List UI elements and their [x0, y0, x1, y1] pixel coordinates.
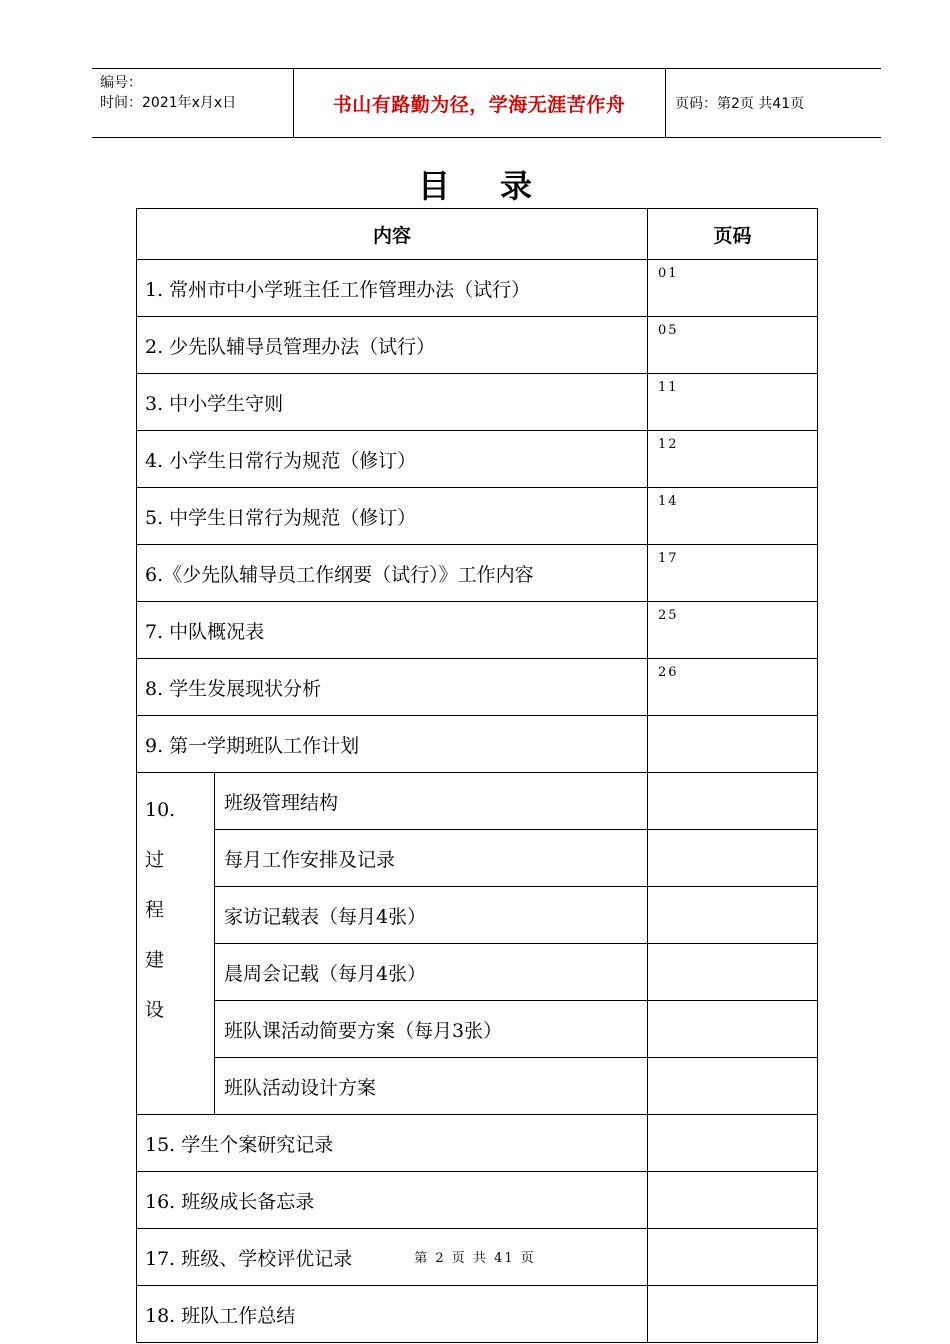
code-label: 编号： [100, 75, 142, 91]
table-row [137, 488, 818, 545]
toc-item-label: 1. 常州市中小学班主任工作管理办法（试行） [137, 260, 648, 317]
time-label: 时间：2021年x月x日 [100, 95, 237, 111]
toc-item-page [648, 1001, 818, 1058]
header-meta [100, 73, 290, 113]
col-header-content: 内容 [137, 209, 648, 260]
toc-subitem-label: 晨周会记载（每月4张） [215, 944, 648, 1001]
group-char: 过 [145, 849, 165, 871]
table-row [137, 545, 818, 602]
toc-item-label: 17. 班级、学校评优记录 [137, 1229, 648, 1286]
table-row [137, 1172, 818, 1229]
table-row [137, 1058, 818, 1115]
table-row [137, 1001, 818, 1058]
toc-item-label: 5. 中学生日常行为规范（修订） [137, 488, 648, 545]
toc-item-page: 17 [648, 545, 818, 602]
page-title: 目录 [417, 167, 582, 205]
toc-item-page [648, 944, 818, 1001]
toc-item-page: 01 [648, 260, 818, 317]
table-row [137, 1286, 818, 1343]
group-label [137, 773, 215, 1115]
toc-item-label: 7. 中队概况表 [137, 602, 648, 659]
header-page-info: 页码：第2页 共41页 [675, 96, 805, 112]
table-row [137, 1115, 818, 1172]
toc-item-page: 25 [648, 602, 818, 659]
toc-item-page [648, 1058, 818, 1115]
toc-item-label: 4. 小学生日常行为规范（修订） [137, 431, 648, 488]
toc-item-page: 05 [648, 317, 818, 374]
page-footer: 第 2 页 共 41 页 [414, 1251, 536, 1266]
table-row [137, 830, 818, 887]
toc-item-label: 3. 中小学生守则 [137, 374, 648, 431]
toc-item-label: 18. 班队工作总结 [137, 1286, 648, 1343]
header-motto: 书山有路勤为径，学海无涯苦作舟 [332, 93, 626, 116]
toc-item-page [648, 830, 818, 887]
toc-body [137, 260, 818, 1343]
toc-item-page [648, 887, 818, 944]
toc-item-label: 16. 班级成长备忘录 [137, 1172, 648, 1229]
toc-item-page: 12 [648, 431, 818, 488]
group-char: 设 [145, 999, 165, 1021]
toc-item-page: 26 [648, 659, 818, 716]
page-header [92, 68, 881, 138]
toc-item-label: 2. 少先队辅导员管理办法（试行） [137, 317, 648, 374]
table-row [137, 317, 818, 374]
toc-item-page [648, 773, 818, 830]
toc-item-label: 6.《少先队辅导员工作纲要（试行）》工作内容 [137, 545, 648, 602]
table-row [137, 260, 818, 317]
table-row [137, 887, 818, 944]
group-char: 程 [145, 899, 165, 921]
toc-item-label: 9. 第一学期班队工作计划 [137, 716, 648, 773]
col-header-page: 页码 [648, 209, 818, 260]
toc-subitem-label: 家访记载表（每月4张） [215, 887, 648, 944]
table-row [137, 944, 818, 1001]
toc-item-label: 8. 学生发展现状分析 [137, 659, 648, 716]
table-row [137, 374, 818, 431]
toc-subitem-label: 每月工作安排及记录 [215, 830, 648, 887]
table-row [137, 602, 818, 659]
toc-item-page [648, 1286, 818, 1343]
table-row [137, 773, 818, 830]
header-divider [665, 69, 666, 137]
toc-item-label: 15. 学生个案研究记录 [137, 1115, 648, 1172]
toc-item-page [648, 716, 818, 773]
toc-item-page [648, 1115, 818, 1172]
group-char: 建 [145, 949, 165, 971]
toc-subitem-label: 班队课活动简要方案（每月3张） [215, 1001, 648, 1058]
toc-subitem-label: 班队活动设计方案 [215, 1058, 648, 1115]
toc-item-page: 11 [648, 374, 818, 431]
group-number: 10. [145, 799, 176, 821]
toc-item-page: 14 [648, 488, 818, 545]
table-row [137, 659, 818, 716]
toc-table [136, 208, 818, 1343]
table-row [137, 716, 818, 773]
toc-subitem-label: 班级管理结构 [215, 773, 648, 830]
toc-item-page [648, 1172, 818, 1229]
table-row [137, 431, 818, 488]
